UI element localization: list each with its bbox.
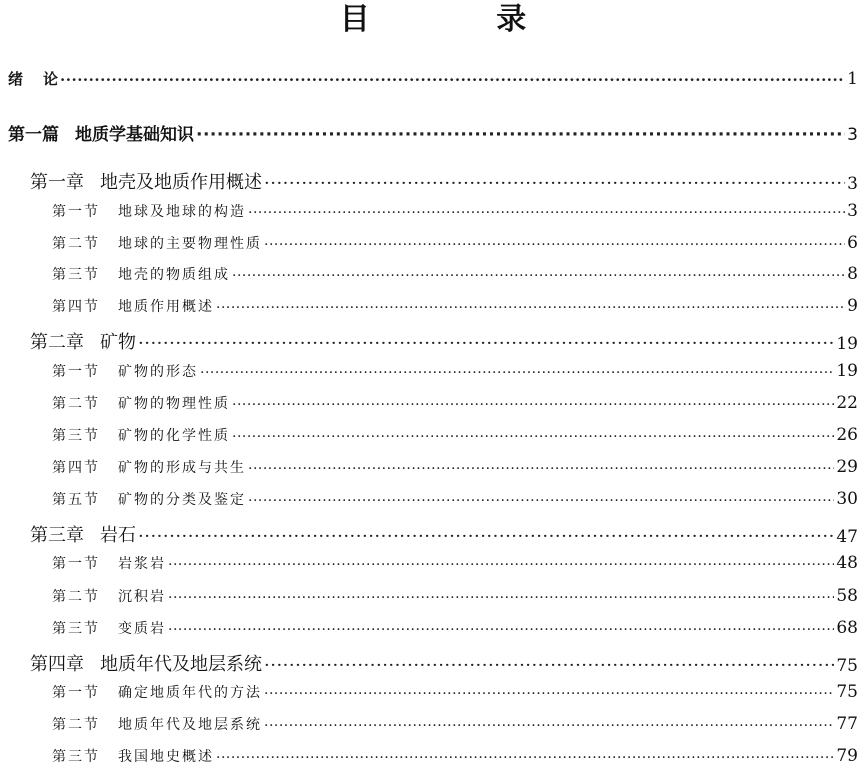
toc-entry	[52, 393, 858, 413]
toc-leader-dots	[138, 526, 834, 547]
toc-entry-title: 岩浆岩	[118, 556, 166, 572]
toc-entry-title: 论	[43, 70, 59, 88]
toc-entry	[52, 586, 858, 606]
toc-entry-number: 第一节	[52, 204, 100, 220]
toc-entry	[30, 650, 858, 676]
toc-leader-dots	[200, 365, 834, 381]
toc-entry-number: 第二节	[52, 717, 100, 733]
toc-entry-page: 1	[847, 69, 858, 89]
toc-entry-title: 矿物的形成与共生	[118, 460, 246, 476]
toc-entry-number: 绪	[8, 70, 44, 88]
toc-entry-page: 47	[836, 527, 858, 547]
toc-entry-page: 22	[836, 393, 858, 413]
toc-entry-number: 第二节	[52, 236, 100, 252]
toc-entry-number: 第二节	[52, 589, 100, 605]
toc-entry-number: 第一节	[52, 556, 100, 572]
toc-entry-title: 岩石	[100, 525, 136, 546]
toc-entry-number: 第三节	[52, 267, 100, 283]
toc-entry	[52, 296, 858, 316]
toc-entry-number: 第一节	[52, 685, 100, 701]
toc-entry-number: 第一篇	[8, 125, 59, 145]
toc-entry-title: 地壳的物质组成	[118, 267, 230, 283]
toc-entry-page: 79	[836, 746, 858, 766]
toc-leader-dots	[138, 333, 834, 354]
toc-leader-dots	[264, 237, 845, 253]
toc-entry	[52, 489, 858, 509]
toc-entry	[52, 457, 858, 477]
toc-entry-page: 75	[836, 682, 858, 702]
toc-leader-dots	[60, 71, 845, 89]
toc-entry-page: 58	[836, 586, 858, 606]
toc-entry-page: 19	[836, 361, 858, 381]
toc-entry-number: 第二节	[52, 396, 100, 412]
toc-entry	[52, 682, 858, 702]
toc-entry-title: 地质年代及地层系统	[118, 717, 262, 733]
toc-entry-page: 3	[847, 201, 858, 221]
toc-entry-title: 沉积岩	[118, 589, 166, 605]
toc-leader-dots	[248, 205, 845, 221]
toc-entry	[8, 120, 858, 145]
toc-entry	[52, 233, 858, 253]
toc-entry-page: 77	[836, 714, 858, 734]
toc-entry-title: 地质学基础知识	[75, 125, 194, 145]
toc-entry-page: 3	[847, 125, 858, 145]
toc-leader-dots	[264, 173, 845, 194]
toc-entry-number: 第三章	[30, 525, 84, 546]
toc-entry-title: 地球及地球的构造	[118, 204, 246, 220]
toc-leader-dots	[264, 686, 834, 702]
toc-leader-dots	[232, 397, 834, 413]
toc-entry-number: 第三节	[52, 749, 100, 765]
toc-entry	[52, 201, 858, 221]
toc-entry-title: 矿物	[100, 332, 136, 353]
toc-entry-number: 第一节	[52, 364, 100, 380]
toc-leader-dots	[168, 557, 834, 573]
toc-entry	[52, 264, 858, 284]
toc-entry-title: 矿物的分类及鉴定	[118, 492, 246, 508]
toc-entry-page: 48	[836, 553, 858, 573]
toc-entry-title: 矿物的化学性质	[118, 428, 230, 444]
toc-leader-dots	[168, 590, 834, 606]
toc-leader-dots	[196, 125, 845, 145]
toc-entry-page: 26	[836, 425, 858, 445]
toc-entry-page: 19	[836, 334, 858, 354]
toc-entry	[30, 168, 858, 194]
toc-entry	[52, 714, 858, 734]
toc-entry	[8, 68, 858, 89]
toc-leader-dots	[248, 461, 834, 477]
toc-leader-dots	[264, 718, 834, 734]
toc-entry-page: 3	[847, 174, 858, 194]
toc-entry-title: 地壳及地质作用概述	[100, 172, 262, 193]
toc-entry	[52, 746, 858, 766]
toc-leader-dots	[216, 750, 834, 766]
toc-entry-title: 矿物的物理性质	[118, 396, 230, 412]
toc-entry-number: 第四章	[30, 654, 84, 675]
toc-entry-title: 变质岩	[118, 621, 166, 637]
toc-entry-title: 我国地史概述	[118, 749, 214, 765]
toc-entry-number: 第一章	[30, 172, 84, 193]
toc-entry	[30, 521, 858, 547]
toc-entry-number: 第三节	[52, 621, 100, 637]
toc-leader-dots	[232, 429, 834, 445]
toc-entry	[52, 553, 858, 573]
toc-entry-page: 6	[847, 233, 858, 253]
toc-entry-page: 8	[847, 264, 858, 284]
toc-leader-dots	[248, 493, 834, 509]
toc-leader-dots	[232, 268, 845, 284]
toc-entry-number: 第三节	[52, 428, 100, 444]
toc-entry-page: 9	[847, 296, 858, 316]
toc-leader-dots	[264, 655, 834, 676]
toc-entry-title: 确定地质年代的方法	[118, 685, 262, 701]
toc-entry	[30, 328, 858, 354]
page-title: 目 录	[339, 2, 585, 37]
toc-entry-number: 第四节	[52, 299, 100, 315]
toc-entry-number: 第五节	[52, 492, 100, 508]
toc-entry	[52, 425, 858, 445]
toc-entry-page: 75	[836, 656, 858, 676]
toc-entry-page: 29	[836, 457, 858, 477]
toc-entry-title: 矿物的形态	[118, 364, 198, 380]
toc-entry-page: 30	[836, 489, 858, 509]
toc-entry-page: 68	[836, 618, 858, 638]
toc-entry-title: 地质作用概述	[118, 299, 214, 315]
toc-entry-number: 第二章	[30, 332, 84, 353]
toc-leader-dots	[168, 622, 834, 638]
toc-entry	[52, 361, 858, 381]
toc-entry-number: 第四节	[52, 460, 100, 476]
toc-leader-dots	[216, 300, 845, 316]
toc-entry-title: 地质年代及地层系统	[100, 654, 262, 675]
toc-entry-title: 地球的主要物理性质	[118, 236, 262, 252]
toc-entry	[52, 618, 858, 638]
